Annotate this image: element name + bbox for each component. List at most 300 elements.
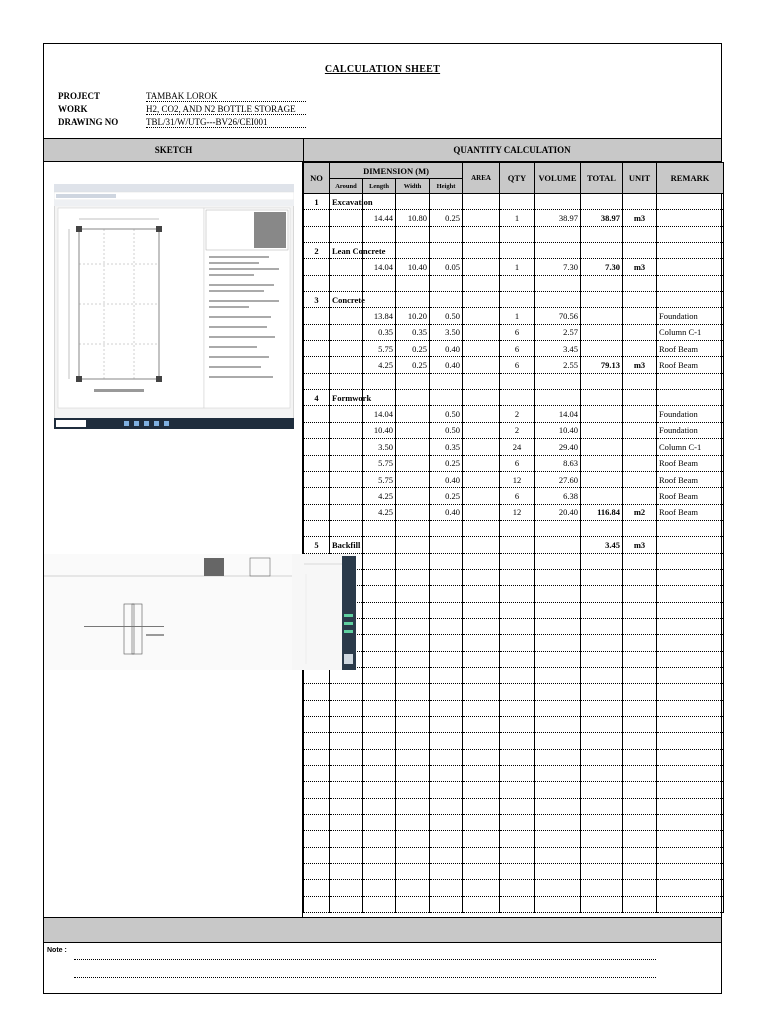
cell-length [363, 602, 396, 618]
cell-volume [535, 520, 581, 536]
cell-no [304, 815, 330, 831]
cell-height: 0.40 [430, 341, 463, 357]
table-row [304, 831, 724, 847]
cell-width [396, 275, 430, 291]
table-row [304, 471, 724, 487]
cell-remark [657, 537, 724, 553]
cell-area [463, 357, 500, 373]
cell-no [304, 373, 330, 389]
col-total-header: TOTAL [581, 163, 623, 194]
cell-volume [535, 864, 581, 880]
cell-length [363, 717, 396, 733]
table-row [304, 439, 724, 455]
cell-height [430, 537, 463, 553]
cell-volume [535, 667, 581, 683]
cell-height [430, 651, 463, 667]
cell-height [430, 667, 463, 683]
cell-width [396, 635, 430, 651]
cell-remark [657, 586, 724, 602]
cell-total: 116.84 [581, 504, 623, 520]
cell-around [330, 864, 363, 880]
cell-qty [500, 292, 535, 308]
cell-height [430, 520, 463, 536]
table-row [304, 766, 724, 782]
cell-qty [500, 864, 535, 880]
cell-area [463, 618, 500, 634]
quantity-header: QUANTITY CALCULATION [453, 145, 571, 155]
cell-height [430, 717, 463, 733]
cell-no [304, 275, 330, 291]
table-row [304, 341, 724, 357]
table-row [304, 733, 724, 749]
cell-no: 4 [304, 390, 330, 406]
cell-no: 2 [304, 243, 330, 259]
cell-remark: Column C-1 [657, 324, 724, 340]
cell-volume: 38.97 [535, 210, 581, 226]
cell-remark: Roof Beam [657, 455, 724, 471]
cell-around [330, 422, 363, 438]
cell-height [430, 292, 463, 308]
cell-qty [500, 766, 535, 782]
cell-unit [623, 422, 657, 438]
cell-remark: Roof Beam [657, 357, 724, 373]
cell-volume [535, 700, 581, 716]
cell-volume: 70.56 [535, 308, 581, 324]
cell-volume [535, 602, 581, 618]
cell-width [396, 618, 430, 634]
cell-no [304, 308, 330, 324]
cell-volume [535, 553, 581, 569]
cell-unit [623, 896, 657, 912]
col-length-header: Length [363, 179, 396, 194]
cell-length [363, 292, 396, 308]
cell-remark: Roof Beam [657, 471, 724, 487]
cell-around [330, 782, 363, 798]
cell-width [396, 537, 430, 553]
cell-total [581, 831, 623, 847]
sketch-area [44, 162, 303, 917]
cell-remark [657, 390, 724, 406]
cell-unit [623, 880, 657, 896]
cell-qty [500, 635, 535, 651]
cell-length [363, 226, 396, 242]
cell-area [463, 684, 500, 700]
cell-length: 4.25 [363, 357, 396, 373]
cell-width: 10.20 [396, 308, 430, 324]
cell-area [463, 569, 500, 585]
cell-qty [500, 275, 535, 291]
cell-remark [657, 782, 724, 798]
table-row [304, 390, 724, 406]
table-row [304, 667, 724, 683]
cell-remark [657, 667, 724, 683]
cell-unit [623, 439, 657, 455]
work-value: H2, CO2, AND N2 BOTTLE STORAGE [146, 104, 306, 115]
cell-height: 0.25 [430, 210, 463, 226]
cell-around [330, 292, 363, 308]
cell-no [304, 504, 330, 520]
cell-around [330, 733, 363, 749]
cell-no [304, 406, 330, 422]
cell-width [396, 455, 430, 471]
cell-remark: Foundation [657, 422, 724, 438]
col-dimension-header: DIMENSION (M) [330, 163, 463, 179]
cell-total [581, 226, 623, 242]
cell-width [396, 373, 430, 389]
cell-total [581, 390, 623, 406]
cell-qty: 24 [500, 439, 535, 455]
cell-total [581, 635, 623, 651]
cell-total: 3.45 [581, 537, 623, 553]
cell-remark: Roof Beam [657, 504, 724, 520]
cell-length [363, 880, 396, 896]
cell-area [463, 275, 500, 291]
cell-around [330, 357, 363, 373]
cell-width [396, 896, 430, 912]
cell-remark [657, 259, 724, 275]
cell-total [581, 602, 623, 618]
cell-volume [535, 390, 581, 406]
cell-around [330, 439, 363, 455]
cell-area [463, 226, 500, 242]
cell-total [581, 373, 623, 389]
item-name: Lean Concrete [332, 245, 386, 256]
cell-remark [657, 798, 724, 814]
cell-height: 0.50 [430, 406, 463, 422]
cell-remark [657, 847, 724, 863]
cell-qty [500, 831, 535, 847]
cell-no [304, 896, 330, 912]
cell-no [304, 831, 330, 847]
table-row [304, 618, 724, 634]
cell-unit [623, 749, 657, 765]
table-row [304, 455, 724, 471]
cell-area [463, 733, 500, 749]
cell-height [430, 275, 463, 291]
table-row [304, 782, 724, 798]
cell-width: 0.25 [396, 341, 430, 357]
cell-no [304, 880, 330, 896]
cell-remark [657, 896, 724, 912]
cell-area [463, 635, 500, 651]
cell-remark [657, 292, 724, 308]
cell-area [463, 667, 500, 683]
cell-height [430, 896, 463, 912]
cell-height [430, 864, 463, 880]
cell-width: 0.35 [396, 324, 430, 340]
table-row [304, 896, 724, 912]
cell-height: 0.40 [430, 504, 463, 520]
cell-length [363, 553, 396, 569]
cell-remark [657, 766, 724, 782]
cell-width [396, 717, 430, 733]
cell-width [396, 406, 430, 422]
drawing-screenshot-detail [44, 554, 356, 670]
cell-qty: 6 [500, 341, 535, 357]
cell-no [304, 766, 330, 782]
cell-qty: 6 [500, 324, 535, 340]
table-row [304, 292, 724, 308]
cell-no [304, 324, 330, 340]
cell-around [330, 324, 363, 340]
cell-area [463, 422, 500, 438]
cell-around [330, 390, 372, 406]
cell-area [463, 324, 500, 340]
item-name: Formwork [332, 392, 372, 403]
cell-no [304, 684, 330, 700]
cell-length [363, 651, 396, 667]
cell-total [581, 406, 623, 422]
cell-width [396, 749, 430, 765]
cell-total [581, 471, 623, 487]
cell-remark [657, 864, 724, 880]
cell-remark [657, 700, 724, 716]
table-row [304, 504, 724, 520]
cell-total [581, 618, 623, 634]
drawing-screenshot-plan [54, 184, 294, 429]
cell-volume: 2.55 [535, 357, 581, 373]
cell-height [430, 586, 463, 602]
cell-total [581, 292, 623, 308]
cell-around [330, 308, 363, 324]
cell-unit [623, 292, 657, 308]
cell-height [430, 684, 463, 700]
table-row [304, 684, 724, 700]
cell-unit [623, 471, 657, 487]
cell-area [463, 210, 500, 226]
cell-around [330, 226, 363, 242]
cell-area [463, 602, 500, 618]
cell-no: 3 [304, 292, 330, 308]
cell-no [304, 700, 330, 716]
project-label: PROJECT [58, 91, 101, 101]
cell-remark: Roof Beam [657, 341, 724, 357]
cell-total [581, 439, 623, 455]
cell-no [304, 520, 330, 536]
cell-height [430, 880, 463, 896]
cell-width [396, 520, 430, 536]
col-remark-header: REMARK [657, 163, 724, 194]
cell-height [430, 766, 463, 782]
cell-unit [623, 553, 657, 569]
cell-length [363, 586, 396, 602]
cell-remark [657, 569, 724, 585]
cell-volume [535, 782, 581, 798]
table-row [304, 537, 724, 553]
cell-qty: 2 [500, 406, 535, 422]
cell-volume [535, 815, 581, 831]
cell-width [396, 864, 430, 880]
cell-qty [500, 815, 535, 831]
cell-remark [657, 194, 724, 210]
cell-height [430, 700, 463, 716]
cell-qty [500, 782, 535, 798]
drawing-no-label: DRAWING NO [58, 117, 119, 127]
cell-area [463, 896, 500, 912]
cell-total: 7.30 [581, 259, 623, 275]
cell-area [463, 880, 500, 896]
cell-volume [535, 798, 581, 814]
cell-unit [623, 569, 657, 585]
cell-length [363, 667, 396, 683]
cell-volume: 2.57 [535, 324, 581, 340]
work-label: WORK [58, 104, 88, 114]
cell-volume [535, 717, 581, 733]
cell-qty [500, 226, 535, 242]
cell-around [330, 406, 363, 422]
cell-width: 10.40 [396, 259, 430, 275]
cell-area [463, 520, 500, 536]
cell-width [396, 390, 430, 406]
cell-unit [623, 455, 657, 471]
cell-width [396, 782, 430, 798]
cell-height: 0.25 [430, 455, 463, 471]
cell-total [581, 275, 623, 291]
cell-width [396, 504, 430, 520]
cell-remark: Foundation [657, 308, 724, 324]
cell-area [463, 651, 500, 667]
cell-total [581, 488, 623, 504]
cell-around [330, 880, 363, 896]
cell-around [330, 373, 363, 389]
cell-volume [535, 618, 581, 634]
cell-area [463, 439, 500, 455]
cell-width [396, 194, 430, 210]
cell-width [396, 488, 430, 504]
cell-volume [535, 292, 581, 308]
col-height-header: Height [430, 179, 463, 194]
cell-unit: m2 [623, 504, 657, 520]
cell-length [363, 831, 396, 847]
cell-area [463, 749, 500, 765]
cell-unit [623, 243, 657, 259]
cell-volume: 20.40 [535, 504, 581, 520]
cell-remark [657, 373, 724, 389]
cell-width: 10.80 [396, 210, 430, 226]
cell-area [463, 341, 500, 357]
cell-area [463, 553, 500, 569]
col-unit-header: UNIT [623, 163, 657, 194]
cell-width [396, 766, 430, 782]
col-area-header: AREA [463, 163, 500, 194]
cell-length [363, 373, 396, 389]
cell-qty [500, 390, 535, 406]
cell-total [581, 700, 623, 716]
cell-area [463, 308, 500, 324]
cell-length [363, 684, 396, 700]
cell-length: 10.40 [363, 422, 396, 438]
cell-width [396, 471, 430, 487]
cell-length: 14.04 [363, 406, 396, 422]
cell-height [430, 194, 463, 210]
cell-height [430, 373, 463, 389]
cell-volume [535, 275, 581, 291]
cell-length: 14.44 [363, 210, 396, 226]
cell-no: 5 [304, 537, 330, 553]
cell-width [396, 553, 430, 569]
cell-qty [500, 880, 535, 896]
cell-no [304, 733, 330, 749]
cell-width [396, 684, 430, 700]
cell-around [330, 896, 363, 912]
note-line-1 [74, 959, 656, 960]
cell-around [330, 766, 363, 782]
cell-qty [500, 896, 535, 912]
cell-no [304, 357, 330, 373]
cell-total [581, 896, 623, 912]
cell-area [463, 537, 500, 553]
cell-around [330, 831, 363, 847]
cell-total [581, 586, 623, 602]
table-row [304, 749, 724, 765]
cell-unit: m3 [623, 259, 657, 275]
cell-height [430, 815, 463, 831]
cell-qty [500, 373, 535, 389]
cell-length [363, 864, 396, 880]
cell-around [330, 455, 363, 471]
cell-unit [623, 194, 657, 210]
cell-no [304, 749, 330, 765]
cell-length [363, 815, 396, 831]
cell-volume [535, 537, 581, 553]
cell-qty [500, 798, 535, 814]
cell-volume [535, 373, 581, 389]
col-around-header: Around [330, 179, 363, 194]
cell-length: 14.04 [363, 259, 396, 275]
cell-volume [535, 226, 581, 242]
table-row [304, 586, 724, 602]
table-row [304, 373, 724, 389]
cell-volume [535, 635, 581, 651]
cell-unit [623, 324, 657, 340]
cell-around [330, 504, 363, 520]
cell-total [581, 880, 623, 896]
cell-qty [500, 602, 535, 618]
cell-remark [657, 815, 724, 831]
cell-qty [500, 717, 535, 733]
cell-remark: Foundation [657, 406, 724, 422]
table-row [304, 520, 724, 536]
item-name: Excavation [332, 196, 373, 207]
cell-total [581, 243, 623, 259]
cell-volume [535, 749, 581, 765]
cell-remark [657, 831, 724, 847]
project-value: TAMBAK LOROK [146, 91, 306, 102]
cell-volume [535, 651, 581, 667]
cell-height [430, 390, 463, 406]
cell-unit [623, 782, 657, 798]
col-width-header: Width [396, 179, 430, 194]
cell-total [581, 717, 623, 733]
cell-width [396, 831, 430, 847]
cell-remark [657, 243, 724, 259]
cell-total [581, 422, 623, 438]
cell-total [581, 684, 623, 700]
table-row [304, 422, 724, 438]
table-row [304, 847, 724, 863]
cell-volume: 7.30 [535, 259, 581, 275]
cell-height [430, 226, 463, 242]
cell-height: 0.05 [430, 259, 463, 275]
cell-qty [500, 749, 535, 765]
cell-remark [657, 635, 724, 651]
cell-total [581, 553, 623, 569]
cell-unit [623, 520, 657, 536]
cell-unit [623, 700, 657, 716]
table-row [304, 226, 724, 242]
cell-total: 38.97 [581, 210, 623, 226]
cell-unit [623, 586, 657, 602]
